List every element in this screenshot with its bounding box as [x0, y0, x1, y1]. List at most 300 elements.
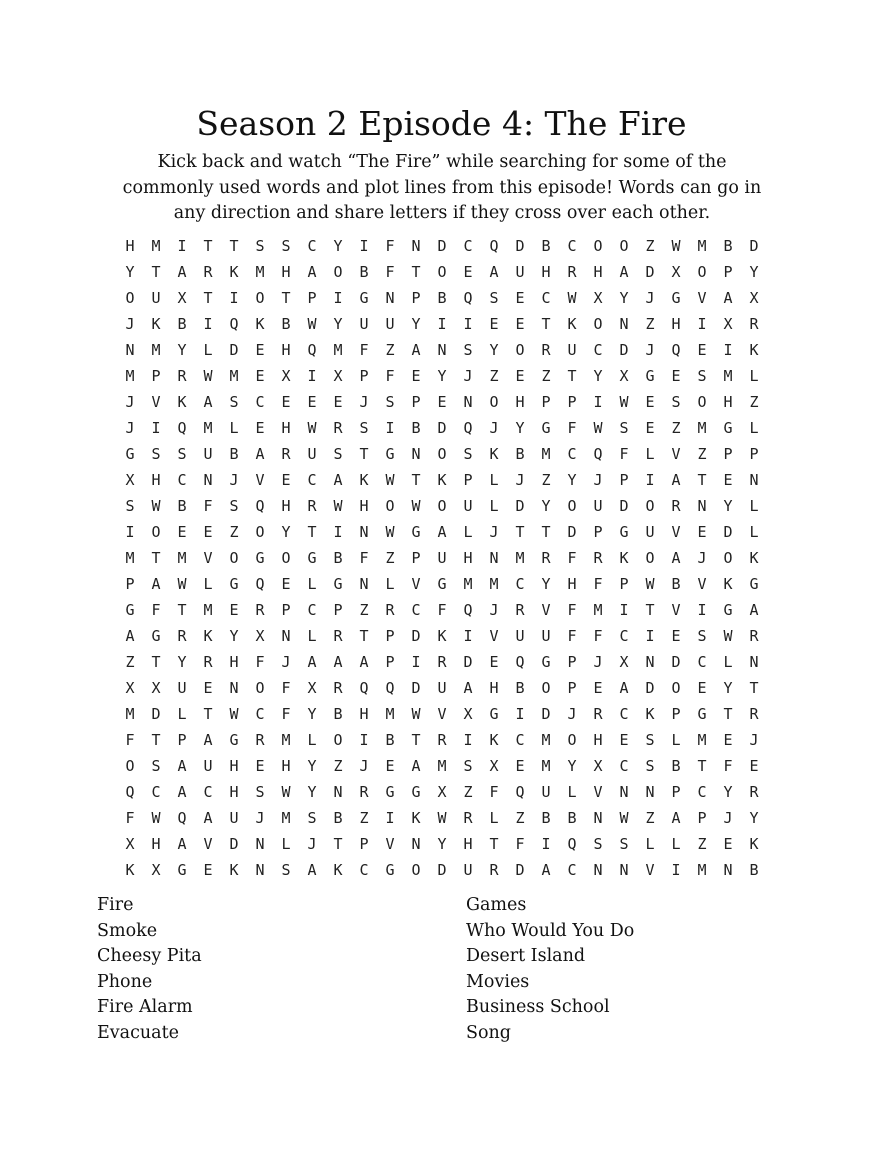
grid-letter: V	[489, 627, 499, 645]
grid-letter: D	[437, 237, 447, 255]
grid-letter: S	[463, 341, 473, 359]
grid-letter: O	[541, 679, 551, 697]
grid-letter: B	[177, 497, 187, 515]
grid-letter: G	[723, 601, 733, 619]
grid-letter: M	[463, 575, 473, 593]
grid-letter: F	[125, 809, 135, 827]
grid-letter: O	[697, 393, 707, 411]
grid-letter: R	[307, 497, 317, 515]
grid-letter: X	[151, 679, 161, 697]
grid-letter: M	[203, 601, 213, 619]
grid-letter: F	[385, 263, 395, 281]
grid-letter: R	[255, 601, 265, 619]
grid-letter: S	[151, 757, 161, 775]
grid-letter: I	[541, 835, 551, 853]
grid-letter: I	[463, 731, 473, 749]
grid-letter: N	[645, 653, 655, 671]
grid-letter: N	[749, 471, 759, 489]
grid-letter: Z	[645, 809, 655, 827]
grid-letter: T	[567, 367, 577, 385]
grid-letter: S	[385, 393, 395, 411]
grid-letter: V	[255, 471, 265, 489]
grid-letter: L	[749, 523, 759, 541]
grid-letter: H	[593, 263, 603, 281]
grid-letter: H	[229, 757, 239, 775]
grid-letter: D	[645, 263, 655, 281]
grid-letter: D	[437, 419, 447, 437]
grid-letter: P	[567, 653, 577, 671]
grid-letter: U	[385, 315, 395, 333]
grid-letter: U	[229, 809, 239, 827]
page-title: Season 2 Episode 4: The Fire	[196, 104, 687, 143]
grid-letter: U	[359, 315, 369, 333]
grid-letter: M	[697, 861, 707, 879]
grid-letter: E	[281, 471, 291, 489]
grid-letter: O	[437, 263, 447, 281]
grid-letter: X	[125, 835, 135, 853]
grid-letter: R	[749, 627, 759, 645]
grid-letter: L	[723, 653, 733, 671]
grid-letter: X	[723, 315, 733, 333]
grid-letter: P	[151, 367, 161, 385]
grid-letter: X	[177, 289, 187, 307]
grid-letter: K	[411, 809, 421, 827]
grid-letter: P	[567, 393, 577, 411]
grid-letter: A	[333, 653, 343, 671]
grid-letter: F	[593, 575, 603, 593]
grid-letter: M	[723, 367, 733, 385]
grid-letter: P	[411, 289, 421, 307]
grid-letter: I	[593, 393, 603, 411]
grid-letter: P	[697, 809, 707, 827]
grid-letter: O	[515, 341, 525, 359]
grid-letter: E	[723, 471, 733, 489]
grid-letter: M	[541, 757, 551, 775]
grid-letter: W	[333, 497, 343, 515]
grid-letter: A	[671, 809, 681, 827]
grid-letter: F	[567, 601, 577, 619]
grid-letter: M	[697, 419, 707, 437]
grid-letter: U	[541, 783, 551, 801]
grid-letter: U	[437, 549, 447, 567]
grid-letter: H	[151, 471, 161, 489]
grid-letter: U	[203, 445, 213, 463]
grid-letter: H	[593, 731, 603, 749]
grid-letter: W	[411, 705, 421, 723]
grid-letter: G	[723, 419, 733, 437]
grid-letter: D	[515, 497, 525, 515]
grid-letter: T	[151, 653, 161, 671]
grid-letter: A	[671, 549, 681, 567]
grid-letter: B	[177, 315, 187, 333]
grid-letter: P	[177, 731, 187, 749]
grid-letter: R	[593, 705, 603, 723]
grid-letter: B	[411, 419, 421, 437]
grid-letter: U	[541, 627, 551, 645]
grid-letter: F	[385, 367, 395, 385]
grid-letter: P	[385, 627, 395, 645]
grid-letter: M	[151, 341, 161, 359]
grid-letter: P	[385, 653, 395, 671]
grid-letter: U	[567, 341, 577, 359]
grid-letter: J	[567, 705, 577, 723]
grid-letter: Q	[593, 445, 603, 463]
grid-letter: I	[645, 627, 655, 645]
grid-letter: H	[671, 315, 681, 333]
grid-letter: M	[281, 731, 291, 749]
grid-letter: V	[645, 861, 655, 879]
grid-letter: T	[489, 835, 499, 853]
grid-letter: E	[203, 679, 213, 697]
grid-letter: W	[619, 809, 629, 827]
grid-letter: R	[177, 367, 187, 385]
grid-letter: M	[125, 549, 135, 567]
grid-letter: G	[541, 653, 551, 671]
grid-letter: S	[593, 835, 603, 853]
grid-letter: P	[125, 575, 135, 593]
grid-letter: N	[125, 341, 135, 359]
grid-letter: L	[463, 523, 473, 541]
grid-letter: D	[411, 627, 421, 645]
grid-letter: T	[281, 289, 291, 307]
grid-letter: Z	[645, 237, 655, 255]
grid-letter: X	[749, 289, 759, 307]
grid-letter: F	[359, 341, 369, 359]
grid-letter: Y	[723, 783, 733, 801]
grid-letter: B	[229, 445, 239, 463]
grid-letter: V	[203, 835, 213, 853]
grid-letter: B	[281, 315, 291, 333]
grid-letter: L	[489, 497, 499, 515]
grid-letter: L	[203, 341, 213, 359]
grid-letter: Y	[541, 575, 551, 593]
grid-letter: J	[645, 341, 655, 359]
grid-letter: O	[645, 549, 655, 567]
grid-letter: K	[229, 861, 239, 879]
grid-letter: F	[385, 237, 395, 255]
word-list-item: Movies	[466, 971, 530, 992]
grid-letter: X	[619, 367, 629, 385]
grid-letter: Z	[515, 809, 525, 827]
grid-letter: Q	[463, 601, 473, 619]
grid-letter: Q	[463, 289, 473, 307]
grid-letter: R	[567, 263, 577, 281]
grid-letter: S	[255, 783, 265, 801]
grid-letter: X	[593, 289, 603, 307]
grid-letter: B	[723, 237, 733, 255]
grid-letter: E	[385, 757, 395, 775]
grid-letter: M	[125, 367, 135, 385]
grid-letter: O	[437, 445, 447, 463]
grid-letter: I	[333, 289, 343, 307]
grid-letter: M	[177, 549, 187, 567]
grid-letter: O	[411, 861, 421, 879]
grid-letter: N	[359, 523, 369, 541]
grid-letter: E	[333, 393, 343, 411]
grid-letter: J	[749, 731, 759, 749]
grid-letter: V	[385, 835, 395, 853]
grid-letter: O	[385, 497, 395, 515]
grid-letter: I	[333, 523, 343, 541]
grid-letter: H	[359, 705, 369, 723]
grid-letter: V	[671, 523, 681, 541]
grid-letter: R	[437, 653, 447, 671]
grid-letter: H	[281, 757, 291, 775]
grid-letter: N	[203, 471, 213, 489]
grid-letter: F	[437, 601, 447, 619]
grid-letter: P	[333, 601, 343, 619]
grid-letter: U	[437, 679, 447, 697]
word-list-item: Evacuate	[97, 1022, 179, 1043]
grid-letter: Q	[255, 497, 265, 515]
grid-letter: L	[671, 731, 681, 749]
grid-letter: J	[723, 809, 733, 827]
grid-letter: I	[619, 601, 629, 619]
grid-letter: A	[463, 679, 473, 697]
grid-letter: U	[515, 627, 525, 645]
grid-letter: R	[489, 861, 499, 879]
grid-letter: Y	[177, 653, 187, 671]
grid-letter: C	[411, 601, 421, 619]
grid-letter: K	[203, 627, 213, 645]
grid-letter: I	[151, 419, 161, 437]
grid-letter: D	[229, 341, 239, 359]
grid-letter: F	[515, 835, 525, 853]
grid-letter: H	[463, 835, 473, 853]
grid-letter: Z	[385, 549, 395, 567]
grid-letter: B	[671, 757, 681, 775]
grid-letter: F	[723, 757, 733, 775]
grid-letter: X	[125, 471, 135, 489]
grid-letter: E	[255, 419, 265, 437]
grid-letter: J	[359, 757, 369, 775]
grid-letter: T	[151, 263, 161, 281]
grid-letter: F	[593, 627, 603, 645]
grid-letter: T	[411, 263, 421, 281]
grid-letter: D	[541, 705, 551, 723]
grid-letter: H	[281, 419, 291, 437]
grid-letter: F	[359, 549, 369, 567]
grid-letter: S	[697, 367, 707, 385]
grid-letter: X	[281, 367, 291, 385]
grid-letter: R	[255, 731, 265, 749]
grid-letter: E	[229, 601, 239, 619]
grid-letter: Y	[749, 809, 759, 827]
grid-letter: Q	[671, 341, 681, 359]
grid-letter: Q	[177, 809, 187, 827]
grid-letter: E	[723, 731, 733, 749]
grid-letter: R	[203, 653, 213, 671]
grid-letter: Z	[697, 835, 707, 853]
grid-letter: V	[437, 705, 447, 723]
grid-letter: P	[723, 263, 733, 281]
grid-letter: I	[359, 731, 369, 749]
grid-letter: A	[437, 523, 447, 541]
grid-letter: N	[619, 861, 629, 879]
grid-letter: L	[749, 497, 759, 515]
grid-letter: D	[229, 835, 239, 853]
grid-letter: M	[515, 549, 525, 567]
grid-letter: K	[723, 575, 733, 593]
grid-letter: H	[281, 497, 291, 515]
grid-letter: B	[333, 549, 343, 567]
grid-letter: K	[645, 705, 655, 723]
grid-letter: A	[203, 809, 213, 827]
grid-letter: N	[229, 679, 239, 697]
instructions-text: Kick back and watch “The Fire” while searching for some of the commonly used words and plot lines from this episode! Words can go in any direction and share letters if they cross over each other.	[122, 152, 762, 223]
grid-letter: I	[203, 315, 213, 333]
grid-letter: K	[489, 731, 499, 749]
grid-letter: H	[151, 835, 161, 853]
grid-letter: S	[229, 497, 239, 515]
grid-letter: W	[619, 393, 629, 411]
grid-letter: R	[359, 783, 369, 801]
grid-letter: M	[333, 341, 343, 359]
grid-letter: J	[281, 653, 291, 671]
grid-letter: P	[359, 835, 369, 853]
grid-letter: P	[359, 367, 369, 385]
grid-letter: S	[281, 237, 291, 255]
grid-letter: X	[489, 757, 499, 775]
grid-letter: L	[177, 705, 187, 723]
grid-letter: X	[593, 757, 603, 775]
grid-letter: D	[619, 341, 629, 359]
grid-letter: S	[697, 627, 707, 645]
grid-letter: H	[489, 679, 499, 697]
grid-letter: L	[645, 835, 655, 853]
grid-letter: J	[515, 471, 525, 489]
grid-letter: H	[567, 575, 577, 593]
grid-letter: N	[411, 237, 421, 255]
grid-letter: M	[125, 705, 135, 723]
grid-letter: I	[515, 705, 525, 723]
grid-letter: D	[567, 523, 577, 541]
grid-letter: B	[671, 575, 681, 593]
grid-letter: D	[723, 523, 733, 541]
grid-letter: W	[723, 627, 733, 645]
grid-letter: H	[359, 497, 369, 515]
grid-letter: Y	[411, 315, 421, 333]
grid-letter: N	[645, 783, 655, 801]
grid-letter: I	[177, 237, 187, 255]
grid-letter: V	[697, 575, 707, 593]
grid-letter: P	[567, 679, 577, 697]
grid-letter: N	[749, 653, 759, 671]
grid-letter: X	[307, 679, 317, 697]
grid-letter: M	[437, 757, 447, 775]
grid-letter: D	[619, 497, 629, 515]
grid-letter: Z	[671, 419, 681, 437]
grid-letter: A	[307, 263, 317, 281]
grid-letter: Q	[489, 237, 499, 255]
grid-letter: O	[593, 237, 603, 255]
grid-letter: D	[671, 653, 681, 671]
grid-letter: A	[749, 601, 759, 619]
grid-letter: K	[151, 315, 161, 333]
grid-letter: F	[567, 549, 577, 567]
grid-letter: E	[255, 367, 265, 385]
grid-letter: X	[333, 367, 343, 385]
grid-letter: I	[463, 627, 473, 645]
grid-letter: H	[229, 783, 239, 801]
grid-letter: R	[515, 601, 525, 619]
grid-letter: H	[281, 341, 291, 359]
grid-letter: J	[125, 393, 135, 411]
grid-letter: U	[645, 523, 655, 541]
grid-letter: S	[645, 757, 655, 775]
grid-letter: U	[463, 861, 473, 879]
grid-letter: X	[671, 263, 681, 281]
grid-letter: A	[177, 835, 187, 853]
grid-letter: O	[333, 263, 343, 281]
word-search-grid	[117, 233, 767, 883]
grid-letter: Q	[125, 783, 135, 801]
grid-letter: N	[255, 861, 265, 879]
grid-letter: F	[489, 783, 499, 801]
grid-letter: O	[697, 263, 707, 281]
grid-letter: O	[645, 497, 655, 515]
grid-letter: A	[203, 731, 213, 749]
grid-letter: N	[333, 783, 343, 801]
grid-letter: T	[645, 601, 655, 619]
grid-letter: S	[359, 419, 369, 437]
grid-letter: N	[489, 549, 499, 567]
grid-letter: T	[203, 237, 213, 255]
grid-letter: D	[645, 679, 655, 697]
grid-letter: L	[307, 627, 317, 645]
grid-letter: Q	[177, 419, 187, 437]
grid-letter: E	[281, 393, 291, 411]
grid-letter: S	[645, 731, 655, 749]
grid-letter: H	[515, 393, 525, 411]
grid-letter: E	[515, 315, 525, 333]
grid-letter: G	[229, 731, 239, 749]
grid-letter: N	[281, 627, 291, 645]
grid-letter: T	[723, 705, 733, 723]
grid-letter: D	[437, 861, 447, 879]
grid-letter: U	[307, 445, 317, 463]
grid-letter: G	[385, 445, 395, 463]
grid-letter: T	[333, 835, 343, 853]
word-list-item: Fire Alarm	[97, 997, 193, 1018]
grid-letter: E	[749, 757, 759, 775]
grid-letter: B	[437, 289, 447, 307]
grid-letter: I	[645, 471, 655, 489]
grid-letter: F	[567, 627, 577, 645]
grid-letter: Y	[333, 237, 343, 255]
grid-letter: E	[255, 757, 265, 775]
grid-letter: A	[307, 653, 317, 671]
grid-letter: E	[723, 835, 733, 853]
word-list-item: Phone	[97, 971, 153, 992]
grid-letter: E	[411, 367, 421, 385]
grid-letter: O	[489, 393, 499, 411]
grid-letter: B	[541, 809, 551, 827]
grid-letter: T	[411, 471, 421, 489]
grid-letter: C	[515, 575, 525, 593]
grid-letter: A	[125, 627, 135, 645]
grid-letter: V	[203, 549, 213, 567]
grid-letter: O	[125, 757, 135, 775]
grid-letter: I	[411, 653, 421, 671]
grid-letter: Y	[437, 367, 447, 385]
grid-letter: C	[567, 237, 577, 255]
grid-letter: M	[255, 263, 265, 281]
grid-letter: G	[619, 523, 629, 541]
grid-letter: H	[541, 263, 551, 281]
grid-letter: P	[541, 393, 551, 411]
grid-letter: E	[697, 341, 707, 359]
